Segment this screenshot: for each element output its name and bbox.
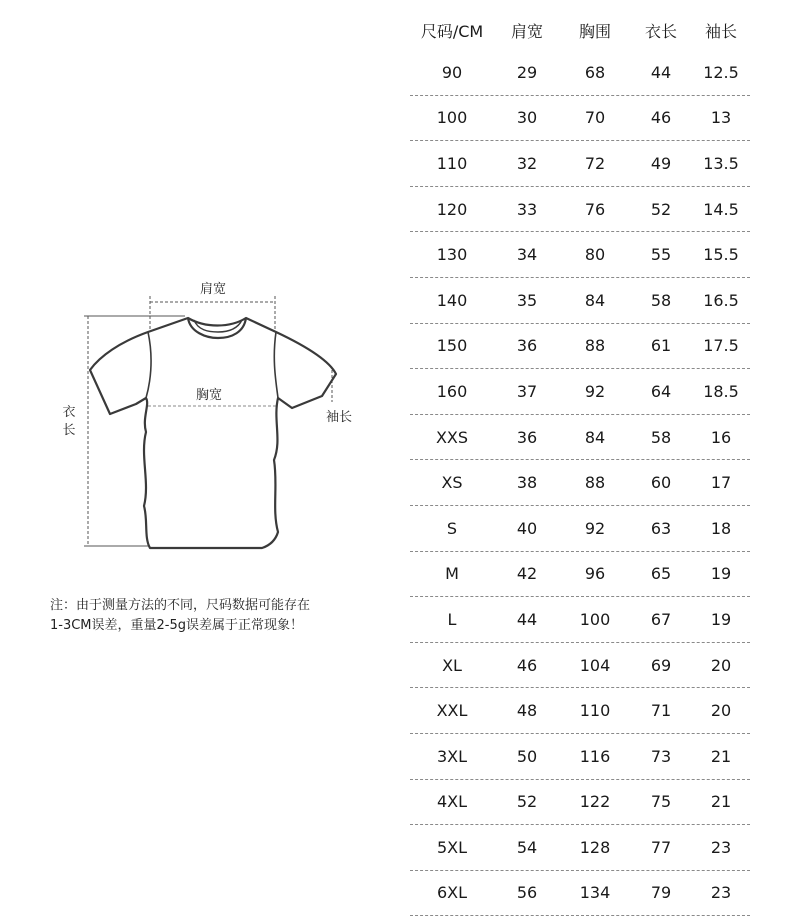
table-row [410,597,750,643]
table-cell: 20 [710,655,732,675]
table-cell: 19 [710,564,732,584]
header-chest: 胸围 [578,21,611,41]
table-row [410,734,750,780]
chest-label: 胸宽 [196,388,223,403]
table-header [410,10,750,50]
table-cell: S [446,518,458,538]
table-row [410,780,750,826]
table-row [410,552,750,598]
table-cell: 29 [516,62,538,82]
table-cell: 21 [710,746,732,766]
table-cell: 104 [579,655,611,675]
table-cell: 84 [584,290,606,310]
table-row [410,460,750,506]
table-row [410,825,750,871]
table-cell: 18.5 [703,381,739,401]
table-cell: 3XL [436,746,468,766]
table-cell: 13 [710,108,732,128]
header-shoulder: 肩宽 [510,21,543,41]
table-cell: 88 [584,473,606,493]
table-cell: 150 [436,336,468,356]
table-cell: L [447,609,457,629]
table-cell: 116 [579,746,611,766]
table-cell: 92 [584,518,606,538]
table-row [410,688,750,734]
table-cell: 73 [650,746,672,766]
table-cell: 42 [516,564,538,584]
table-row [410,643,750,689]
table-cell: 140 [436,290,468,310]
tshirt-outline-icon [40,270,370,570]
table-cell: 110 [436,153,468,173]
table-body [410,50,750,916]
table-cell: 19 [710,609,732,629]
table-cell: 20 [710,701,732,721]
table-cell: 79 [650,883,672,903]
header-sleeve: 袖长 [704,21,737,41]
table-cell: 70 [584,108,606,128]
table-cell: 16.5 [703,290,739,310]
table-cell: 75 [650,792,672,812]
table-cell: 13.5 [703,153,739,173]
table-cell: 44 [516,609,538,629]
table-cell: 21 [710,792,732,812]
table-cell: 61 [650,336,672,356]
table-cell: 77 [650,837,672,857]
table-row [410,324,750,370]
table-cell: 160 [436,381,468,401]
table-cell: 58 [650,290,672,310]
table-cell: 23 [710,883,732,903]
table-cell: 30 [516,108,538,128]
table-cell: 55 [650,245,672,265]
table-cell: 46 [650,108,672,128]
table-cell: XXL [436,701,468,721]
table-cell: 44 [650,62,672,82]
table-row [410,96,750,142]
table-cell: 50 [516,746,538,766]
table-cell: 80 [584,245,606,265]
table-cell: 17 [710,473,732,493]
table-row [410,187,750,233]
table-cell: 67 [650,609,672,629]
table-cell: 4XL [436,792,468,812]
table-row [410,278,750,324]
table-cell: 92 [584,381,606,401]
table-cell: 56 [516,883,538,903]
table-cell: 6XL [436,883,468,903]
table-cell: 23 [710,837,732,857]
table-cell: 65 [650,564,672,584]
table-cell: 15.5 [703,245,739,265]
table-cell: 130 [436,245,468,265]
table-cell: 38 [516,473,538,493]
table-cell: 134 [579,883,611,903]
table-cell: XXS [435,427,469,447]
table-cell: 52 [650,199,672,219]
table-cell: 110 [579,701,611,721]
table-cell: 35 [516,290,538,310]
note-line-2: 1-3CM误差，重量2-5g误差属于正常现象！ [50,618,304,633]
table-cell: 100 [436,108,468,128]
table-cell: 96 [584,564,606,584]
table-row [410,415,750,461]
table-cell: 52 [516,792,538,812]
table-cell: XL [442,655,462,675]
table-row [410,871,750,916]
table-cell: 49 [650,153,672,173]
table-cell: 100 [579,609,611,629]
table-cell: 36 [516,336,538,356]
table-cell: 18 [710,518,732,538]
table-row [410,369,750,415]
table-cell: 64 [650,381,672,401]
table-cell: 72 [584,153,606,173]
table-row [410,50,750,96]
header-length: 衣长 [644,21,677,41]
table-row [410,141,750,187]
table-cell: 58 [650,427,672,447]
table-cell: 32 [516,153,538,173]
tshirt-diagram [40,270,370,570]
table-cell: 76 [584,199,606,219]
table-cell: 14.5 [703,199,739,219]
table-cell: 33 [516,199,538,219]
table-cell: XS [441,473,463,493]
table-row [410,506,750,552]
size-table [410,10,750,916]
table-cell: 84 [584,427,606,447]
table-cell: 37 [516,381,538,401]
table-cell: 34 [516,245,538,265]
header-size: 尺码/CM [420,21,484,41]
table-row [410,232,750,278]
length-label: 衣长 [62,405,76,438]
table-cell: 71 [650,701,672,721]
note-line-1: 注：由于测量方法的不同，尺码数据可能存在 [50,598,311,613]
shoulder-label: 肩宽 [200,282,227,297]
table-cell: 90 [441,62,463,82]
table-cell: 63 [650,518,672,538]
table-cell: 16 [710,427,732,447]
measurement-note [50,596,380,636]
table-cell: 60 [650,473,672,493]
sleeve-label: 袖长 [326,410,353,425]
table-cell: 69 [650,655,672,675]
table-cell: 122 [579,792,611,812]
table-cell: 36 [516,427,538,447]
table-cell: 5XL [436,837,468,857]
table-cell: 17.5 [703,336,739,356]
table-cell: 12.5 [703,62,739,82]
table-cell: 48 [516,701,538,721]
table-cell: 120 [436,199,468,219]
table-cell: 88 [584,336,606,356]
table-cell: 128 [579,837,611,857]
table-cell: M [445,564,459,584]
table-cell: 54 [516,837,538,857]
table-cell: 46 [516,655,538,675]
table-cell: 68 [584,62,606,82]
table-cell: 40 [516,518,538,538]
